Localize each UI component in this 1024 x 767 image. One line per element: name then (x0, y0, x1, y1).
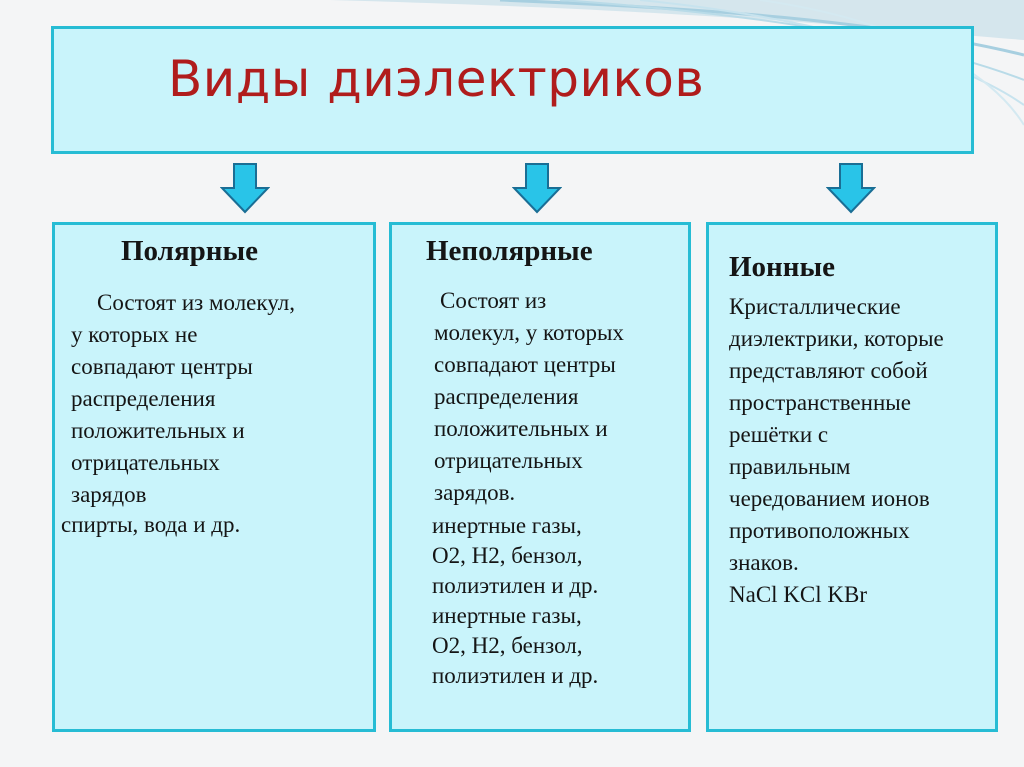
text-line: Состоят из молекул, (97, 290, 295, 315)
text-line: спирты, вода и др. (61, 512, 241, 537)
text-line: Кристаллические (729, 294, 901, 319)
text-line: полиэтилен и др. (432, 663, 599, 688)
ionic-dielectrics-box (706, 222, 998, 732)
column-description (434, 285, 624, 509)
text-line: распределения (434, 384, 579, 409)
text-line: у которых не (71, 322, 198, 347)
text-line: NaCl KCl KBr (729, 582, 867, 607)
arrow-down-icon (220, 162, 270, 214)
text-line: зарядов (71, 482, 147, 507)
text-line: положительных и (434, 416, 608, 441)
text-line: правильным (729, 454, 851, 479)
column-heading: Неполярные (426, 235, 593, 267)
arrow-down-icon (512, 162, 562, 214)
text-line: O2, H2, бензол, (432, 543, 583, 568)
column-description (71, 287, 295, 511)
text-line: полиэтилен и др. (432, 573, 599, 598)
text-line: противоположных (729, 518, 910, 543)
text-line: O2, H2, бензол, (432, 633, 583, 658)
text-line: положительных и (71, 418, 245, 443)
column-description (729, 291, 944, 611)
text-line: молекул, у которых (434, 320, 624, 345)
text-line: совпадают центры (71, 354, 253, 379)
text-line: совпадают центры (434, 352, 616, 377)
text-line: пространственные (729, 390, 911, 415)
text-line: диэлектрики, которые (729, 326, 944, 351)
text-line: Состоят из (440, 288, 547, 313)
column-heading: Ионные (729, 251, 835, 283)
column-examples (432, 511, 598, 691)
text-line: инертные газы, (432, 513, 582, 538)
text-line: отрицательных (434, 448, 583, 473)
text-line: инертные газы, (432, 603, 582, 628)
polar-dielectrics-box (52, 222, 376, 732)
column-heading: Полярные (121, 235, 258, 267)
arrow-down-icon (826, 162, 876, 214)
text-line: представляют собой (729, 358, 928, 383)
text-line: чередованием ионов (729, 486, 930, 511)
text-line: решётки с (729, 422, 829, 447)
nonpolar-dielectrics-box (389, 222, 691, 732)
column-examples (61, 509, 240, 541)
page-title: Виды диэлектриков (168, 50, 705, 108)
text-line: распределения (71, 386, 216, 411)
text-line: зарядов. (434, 480, 516, 505)
text-line: отрицательных (71, 450, 220, 475)
text-line: знаков. (729, 550, 799, 575)
